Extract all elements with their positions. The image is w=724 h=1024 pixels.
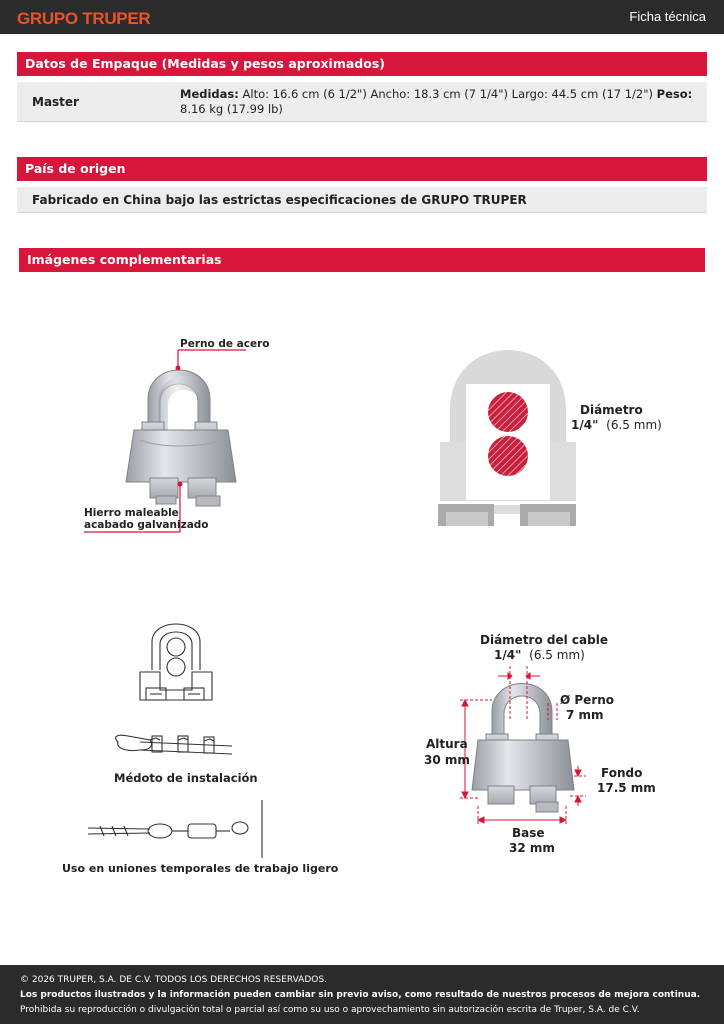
callout-perno: Perno de acero — [180, 338, 270, 350]
footer — [0, 965, 724, 1024]
caption-union: Uso en uniones temporales de trabajo ligero — [62, 862, 339, 875]
footer-legal: Prohibida su reproducción o divulgación total o parcial así como su uso o aprovechamiento sin autorización escrita de Truper, S.A. de C.V. — [20, 1005, 640, 1015]
dim-cable-label: Diámetro del cable — [480, 633, 608, 647]
weight-text: 8.16 kg (17.99 lb) — [180, 102, 283, 116]
clamp-outline-drawing — [140, 624, 212, 700]
diameter-label: Diámetro — [580, 403, 643, 417]
top-bar — [0, 0, 724, 34]
dim-cable-value — [494, 648, 585, 662]
section-title: Imágenes complementarias — [27, 252, 222, 267]
origin-text: Fabricado en China bajo las estrictas especificaciones de GRUPO TRUPER — [32, 193, 527, 207]
dim-altura-label: Altura — [426, 737, 468, 751]
brand-logo: GRUPO TRUPER — [17, 9, 151, 28]
origin-row — [17, 187, 707, 213]
clamp-photo-2 — [472, 684, 574, 813]
dim-base-label: Base — [512, 826, 545, 840]
measures-text: Alto: 16.6 cm (6 1/2") Ancho: 18.3 cm (7 1/4") Largo: 44.5 cm (17 1/2") — [242, 87, 654, 101]
callout-hierro-1: Hierro maleable — [84, 507, 179, 519]
section-header-images — [19, 248, 705, 272]
caption-installation: Médoto de instalación — [114, 771, 258, 785]
clamp-section-diagram — [438, 350, 576, 526]
callout-dot — [178, 482, 183, 487]
dim-fondo-value: 17.5 mm — [597, 781, 656, 795]
section-header-packing — [17, 52, 707, 76]
dim-cable-inch: 1/4" — [494, 648, 522, 662]
dim-altura-value: 30 mm — [424, 753, 470, 767]
union-drawing — [88, 800, 262, 858]
callout-dot — [176, 366, 181, 371]
footer-disclaimer: Los productos ilustrados y la información pueden cambiar sin previo aviso, como resultado de nuestros procesos de mejora continua. — [20, 990, 701, 1000]
dim-perno-value: 7 mm — [566, 708, 604, 722]
dim-perno-label: Ø Perno — [560, 693, 615, 707]
dim-fondo-label: Fondo — [601, 766, 643, 780]
measures-label: Medidas: — [180, 87, 239, 101]
weight-label: Peso: — [656, 87, 693, 101]
diameter-mm: (6.5 mm) — [606, 418, 662, 432]
section-title: Datos de Empaque (Medidas y pesos aproximados) — [25, 56, 385, 71]
dim-cable-mm: (6.5 mm) — [529, 648, 585, 662]
doc-type-label: Ficha técnica — [629, 9, 706, 24]
packing-row — [17, 82, 707, 122]
diameter-inch: 1/4" — [571, 418, 599, 432]
diameter-value — [571, 418, 662, 432]
dim-base-value: 32 mm — [509, 841, 555, 855]
row-value — [180, 87, 700, 117]
section-header-origin — [17, 157, 707, 181]
complementary-images — [0, 280, 724, 960]
row-label: Master — [32, 95, 79, 109]
callout-hierro-2: acabado galvanizado — [84, 519, 209, 531]
footer-copyright: © 2026 TRUPER, S.A. DE C.V. TODOS LOS DERECHOS RESERVADOS. — [20, 975, 327, 985]
section-title: País de origen — [25, 161, 126, 176]
installation-drawing — [116, 735, 232, 754]
